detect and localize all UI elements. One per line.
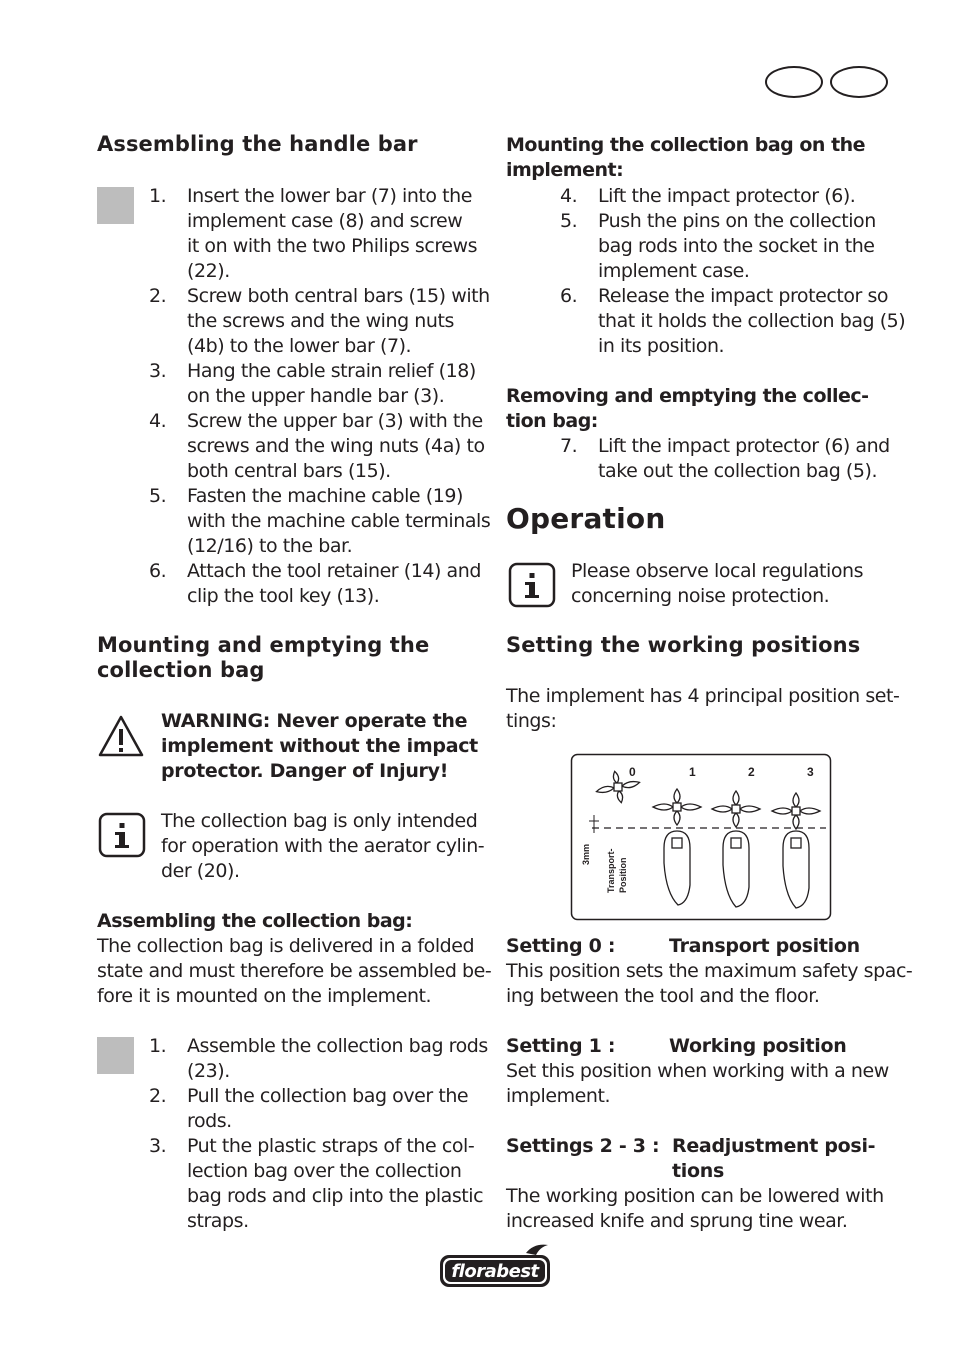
step-line: take out the collection bag (5).	[598, 460, 878, 482]
transport-label-2: Position	[618, 857, 628, 893]
list-item	[560, 284, 906, 359]
step-number: 4.	[149, 410, 167, 432]
step-number: 6.	[560, 285, 578, 307]
step-line: Insert the lower bar (7) into the	[187, 185, 473, 207]
step-line: Lift the impact protector (6).	[598, 185, 856, 207]
step-line: Fasten the machine cable (19)	[187, 485, 463, 507]
step-line: (22).	[187, 260, 230, 282]
list-item	[149, 284, 490, 359]
warning-icon	[97, 714, 145, 758]
setting-1-label: Setting 1 :	[506, 1035, 616, 1057]
handle-bar-steps	[149, 184, 491, 609]
list-item	[560, 209, 905, 284]
step-line: Hang the cable strain relief (18)	[187, 360, 476, 382]
position-label-2: 2	[748, 765, 755, 779]
step-number: 3.	[149, 1135, 167, 1157]
bag-steps	[149, 1034, 488, 1234]
step-line: (4b) to the lower bar (7).	[187, 335, 412, 357]
step-line: both central bars (15).	[187, 460, 391, 482]
info-icon	[98, 812, 146, 858]
step-line: bag rods and clip into the plastic	[187, 1185, 484, 1207]
positions-intro: The implement has 4 principal position set- tings:	[506, 685, 900, 732]
step-line: Assemble the collection bag rods	[187, 1035, 488, 1057]
step-line: Screw the upper bar (3) with the	[187, 410, 483, 432]
list-item	[149, 1034, 488, 1084]
logo-text: florabest	[451, 1261, 539, 1282]
step-line: clip the tool key (13).	[187, 585, 380, 607]
step-line: with the machine cable terminals	[187, 510, 491, 532]
setting-0-title: Transport position	[669, 935, 860, 957]
step-line: Release the impact protector so	[598, 285, 889, 307]
step-line: screws and the wing nuts (4a) to	[187, 435, 485, 457]
step-number: 2.	[149, 1085, 167, 1107]
position-label-3: 3	[807, 765, 814, 779]
list-item	[560, 434, 890, 484]
mount-bag-steps	[560, 184, 906, 359]
setting-23-text: The working position can be lowered with increased knife and sprung tine wear.	[506, 1185, 884, 1232]
setting-1-text: Set this position when working with a new implement.	[506, 1060, 889, 1107]
gray-marker	[97, 187, 134, 224]
step-line: Lift the impact protector (6) and	[598, 435, 890, 457]
list-item	[149, 409, 490, 484]
step-number: 5.	[149, 485, 167, 507]
setting-0-text: This position sets the maximum safety spac- ing between the tool and the floor.	[506, 960, 913, 1007]
operation-info-text: Please observe local regulations concerning noise protection.	[571, 560, 864, 607]
gray-marker	[97, 1037, 134, 1074]
step-line: lection bag over the collection	[187, 1160, 462, 1182]
step-number: 1.	[149, 185, 167, 207]
remove-bag-steps	[560, 434, 890, 484]
step-number: 2.	[149, 285, 167, 307]
working-positions-diagram	[570, 753, 832, 921]
mount-bag-heading: Mounting the collection bag on the implement:	[506, 134, 866, 181]
florabest-logo	[438, 1243, 552, 1289]
info-icon	[508, 562, 556, 608]
step-number: 6.	[149, 560, 167, 582]
setting-23-label: Settings 2 - 3 :	[506, 1135, 660, 1157]
step-line: (23).	[187, 1060, 230, 1082]
step-line: on the upper handle bar (3).	[187, 385, 445, 407]
step-line: implement case (8) and screw	[187, 210, 463, 232]
list-item	[149, 559, 490, 609]
operation-heading: Operation	[506, 502, 666, 535]
list-item	[149, 484, 491, 559]
step-number: 3.	[149, 360, 167, 382]
assembling-bag-heading: Assembling the collection bag:	[97, 910, 413, 932]
step-line: straps.	[187, 1210, 249, 1232]
remove-bag-heading: Removing and emptying the collec- tion bag:	[506, 385, 869, 432]
dimension-label: 3mm	[581, 843, 591, 865]
step-line: it on with the two Philips screws	[187, 235, 478, 257]
list-item	[149, 359, 490, 409]
setting-23-title: Readjustment posi- tions	[672, 1135, 876, 1182]
step-line: implement case.	[598, 260, 750, 282]
mounting-heading: Mounting and emptying the collection bag	[97, 633, 430, 682]
step-line: bag rods into the socket in the	[598, 235, 875, 257]
list-item	[149, 1084, 488, 1134]
position-label-0: 0	[629, 765, 636, 779]
warning-text: WARNING: Never operate the implement without the impact protector. Danger of Injury!	[161, 710, 478, 782]
list-item	[149, 184, 490, 284]
step-line: Push the pins on the collection	[598, 210, 876, 232]
setting-0-label: Setting 0 :	[506, 935, 616, 957]
step-line: (12/16) to the bar.	[187, 535, 353, 557]
step-line: the screws and the wing nuts	[187, 310, 454, 332]
transport-label-1: Transport-	[606, 848, 616, 893]
step-line: Attach the tool retainer (14) and	[187, 560, 481, 582]
step-line: Screw both central bars (15) with	[187, 285, 490, 307]
step-number: 7.	[560, 435, 578, 457]
step-line: Put the plastic straps of the col-	[187, 1135, 475, 1157]
info-text: The collection bag is only intended for operation with the aerator cylin- der (20).	[161, 810, 485, 882]
language-oval-left	[765, 66, 823, 98]
setting-1-title: Working position	[669, 1035, 847, 1057]
assembling-bag-text: The collection bag is delivered in a folded state and must therefore be assembled be- fore it is mounted on the implement.	[97, 935, 492, 1007]
step-line: that it holds the collection bag (5)	[598, 310, 906, 332]
step-line: Pull the collection bag over the	[187, 1085, 469, 1107]
step-number: 4.	[560, 185, 578, 207]
list-item	[560, 184, 905, 209]
position-label-1: 1	[689, 765, 696, 779]
language-oval-right	[830, 66, 888, 98]
step-line: rods.	[187, 1110, 232, 1132]
list-item	[149, 1134, 488, 1234]
positions-heading: Setting the working positions	[506, 633, 861, 657]
step-number: 1.	[149, 1035, 167, 1057]
handle-bar-heading: Assembling the handle bar	[97, 132, 418, 156]
step-number: 5.	[560, 210, 578, 232]
step-line: in its position.	[598, 335, 725, 357]
